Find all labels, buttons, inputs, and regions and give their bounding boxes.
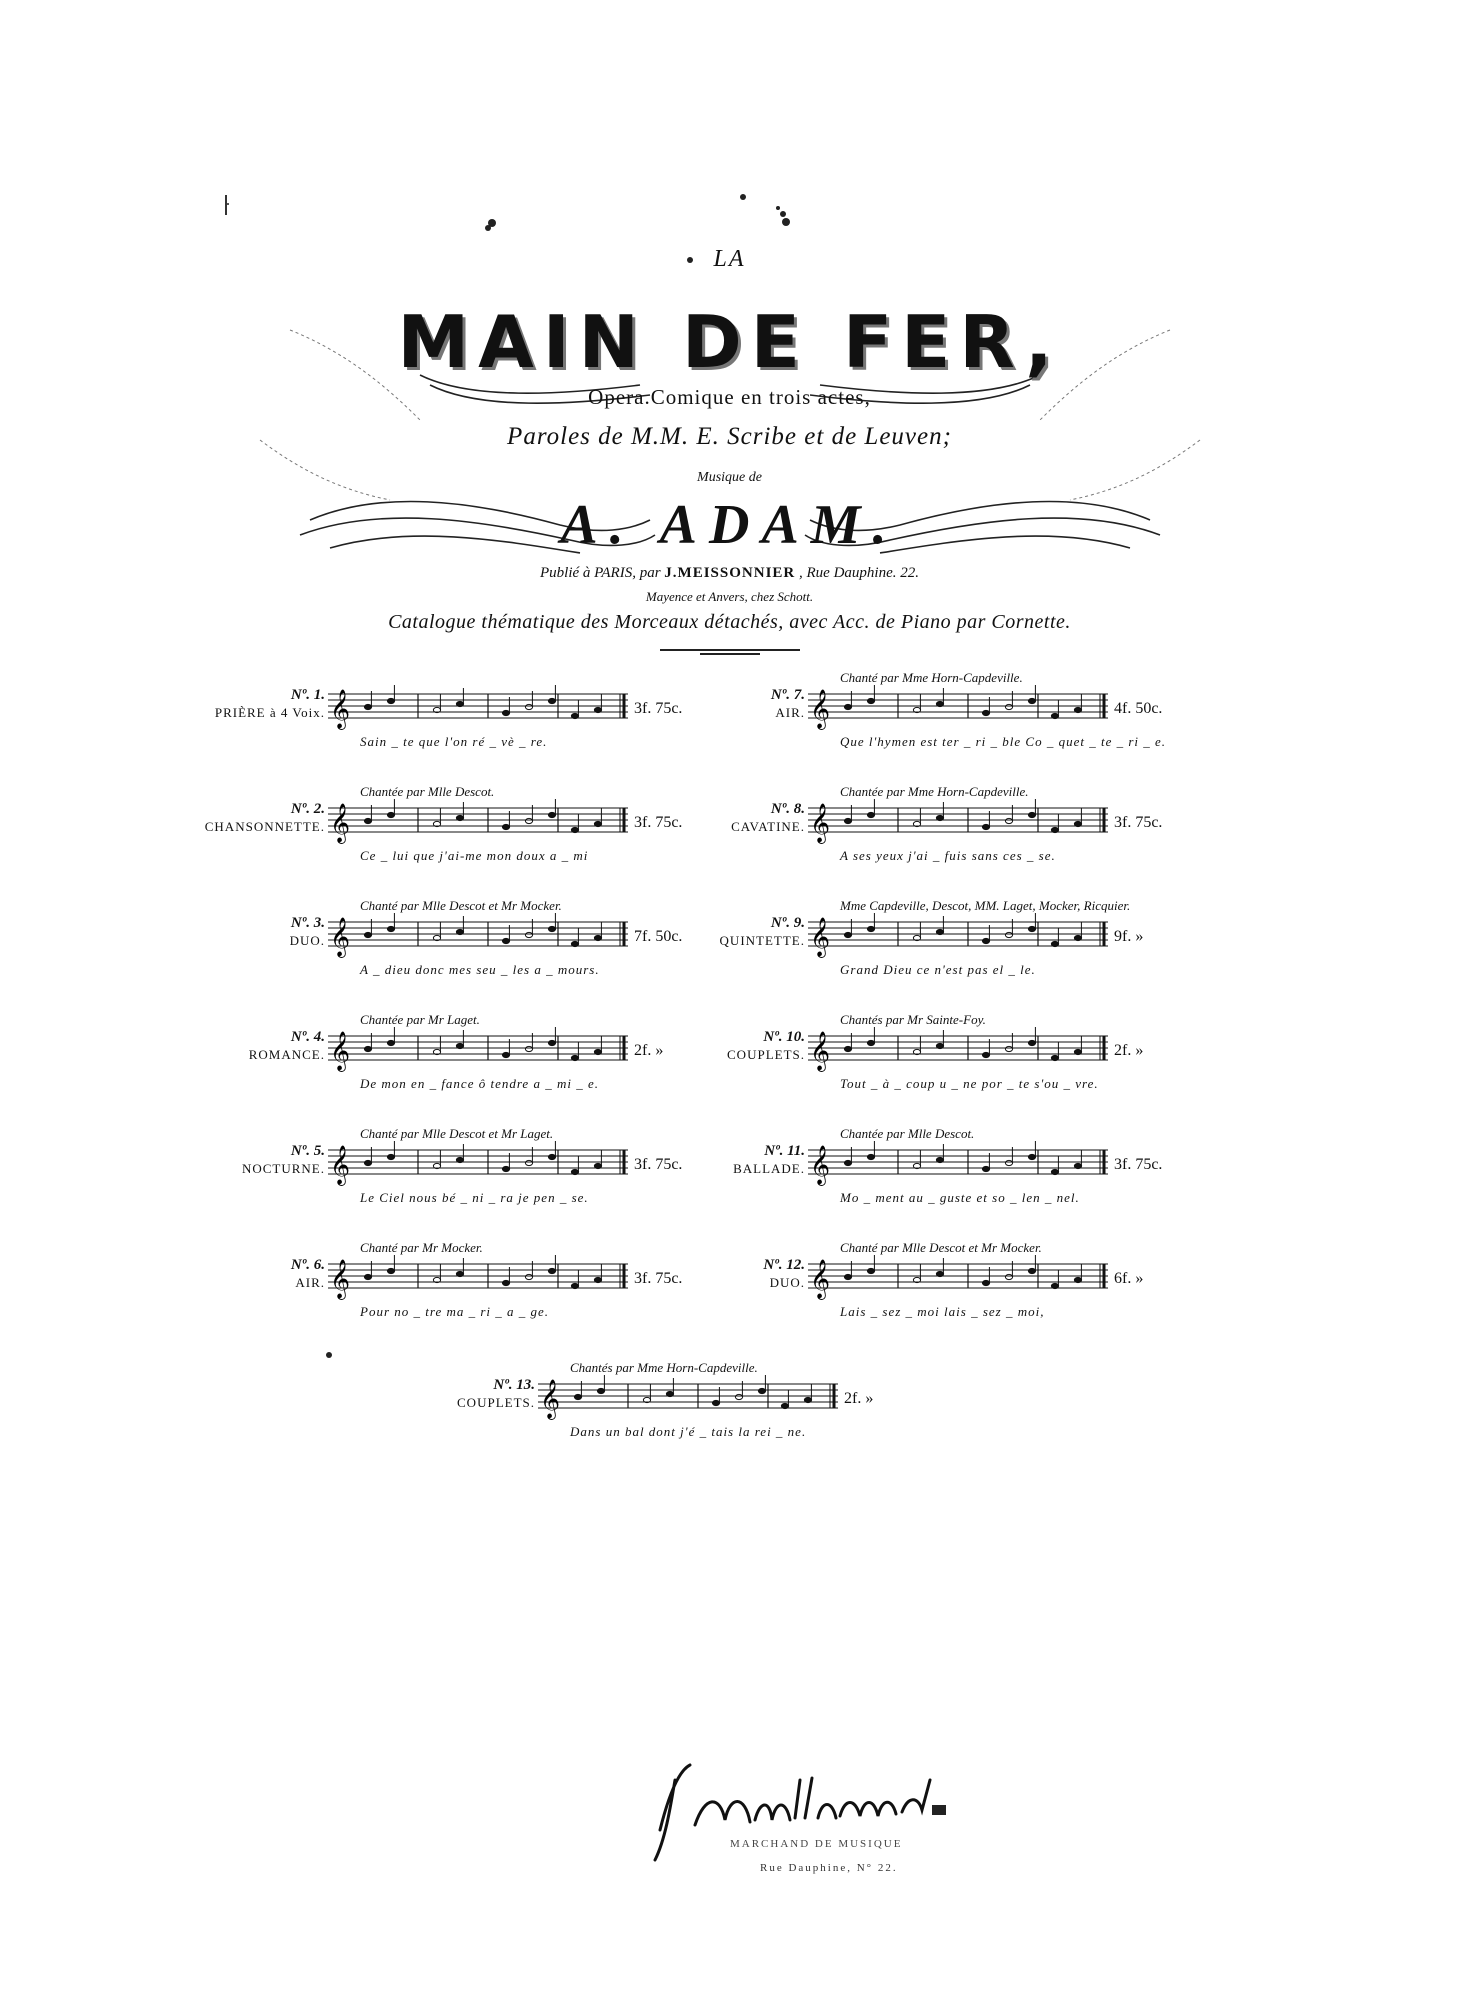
entry-lyrics: A ses yeux j'ai _ fuis sans ces _ se. xyxy=(840,848,1056,863)
note-head xyxy=(735,1394,742,1399)
entry-number: Nº. 13. xyxy=(493,1377,535,1393)
note-head xyxy=(844,1160,851,1165)
note-head xyxy=(1074,1049,1081,1054)
note-head xyxy=(594,821,601,826)
note-head xyxy=(982,1166,989,1171)
title-article: LA xyxy=(713,246,746,272)
note-head xyxy=(387,1268,394,1273)
catalogue-entry xyxy=(680,1128,1380,1238)
entry-singers: Chanté par Mlle Descot et Mr Laget. xyxy=(360,1126,554,1141)
note-head xyxy=(1005,1046,1012,1051)
entry-genre: AIR. xyxy=(775,705,805,720)
entry-label xyxy=(680,800,805,836)
entry-singers: Chantée par Mr Laget. xyxy=(360,1012,480,1027)
entry-price: 6f. » xyxy=(1114,1270,1144,1287)
catalogue-entry xyxy=(680,786,1380,896)
composer: A. ADAM. xyxy=(560,494,899,556)
music-incipit-staff xyxy=(808,798,1108,844)
note-head xyxy=(548,1268,555,1273)
entry-price: 3f. 75c. xyxy=(634,1156,683,1173)
note-head xyxy=(574,1394,581,1399)
entry-genre: CHANSONNETTE. xyxy=(204,819,325,834)
note-head xyxy=(364,932,371,937)
music-incipit-staff xyxy=(808,1140,1108,1186)
page-title: MAIN DE FER, xyxy=(397,300,1062,384)
entry-number: Nº. 10. xyxy=(763,1029,805,1045)
treble-clef-icon: 𝄞 xyxy=(810,1145,831,1185)
entry-number: Nº. 12. xyxy=(763,1257,805,1273)
entry-lyrics: Mo _ ment au _ guste et so _ len _ nel. xyxy=(840,1190,1080,1205)
note-head xyxy=(1028,926,1035,931)
note-head xyxy=(982,1052,989,1057)
note-head xyxy=(525,704,532,709)
treble-clef-icon: 𝄞 xyxy=(810,1259,831,1299)
publisher-address: , Rue Dauphine. 22. xyxy=(799,565,919,581)
note-head xyxy=(594,935,601,940)
note-head xyxy=(1028,812,1035,817)
note-head xyxy=(1028,1154,1035,1159)
catalogue-entry xyxy=(680,1014,1380,1124)
entry-number: Nº. 2. xyxy=(290,801,325,817)
note-head xyxy=(1051,1169,1058,1174)
entry-number: Nº. 5. xyxy=(290,1143,325,1159)
note-head xyxy=(387,812,394,817)
note-head xyxy=(502,710,509,715)
note-head xyxy=(1051,827,1058,832)
note-head xyxy=(525,1160,532,1165)
entry-label xyxy=(680,1256,805,1292)
catalogue-heading: Catalogue thématique des Morceaux détachés, avec Acc. de Piano par Cornette. xyxy=(388,611,1071,633)
treble-clef-icon: 𝄞 xyxy=(330,1259,351,1299)
note-head xyxy=(387,1040,394,1045)
note-head xyxy=(502,1280,509,1285)
note-head xyxy=(594,1277,601,1282)
note-head xyxy=(548,812,555,817)
note-head xyxy=(597,1388,604,1393)
note-head xyxy=(456,815,463,820)
entry-price: 3f. 75c. xyxy=(1114,1156,1163,1173)
note-head xyxy=(1005,932,1012,937)
note-head xyxy=(364,818,371,823)
entry-price: 3f. 75c. xyxy=(634,814,683,831)
note-head xyxy=(571,941,578,946)
note-head xyxy=(594,707,601,712)
note-head xyxy=(1005,1160,1012,1165)
treble-clef-icon: 𝄞 xyxy=(810,803,831,843)
note-head xyxy=(936,815,943,820)
note-head xyxy=(456,929,463,934)
entry-singers: Chanté par Mlle Descot et Mr Mocker. xyxy=(360,898,562,913)
note-head xyxy=(1028,698,1035,703)
note-head xyxy=(525,932,532,937)
note-head xyxy=(387,1154,394,1159)
note-head xyxy=(456,1043,463,1048)
note-head xyxy=(936,929,943,934)
note-head xyxy=(387,926,394,931)
entry-label xyxy=(200,1256,325,1292)
note-head xyxy=(867,1268,874,1273)
treble-clef-icon: 𝄞 xyxy=(810,689,831,729)
entry-label xyxy=(200,914,325,950)
note-head xyxy=(936,1043,943,1048)
note-head xyxy=(867,812,874,817)
entry-label xyxy=(200,686,325,722)
music-incipit-staff xyxy=(808,1254,1108,1300)
entry-price: 3f. 75c. xyxy=(634,1270,683,1287)
entry-label xyxy=(680,914,805,950)
entry-genre: NOCTURNE. xyxy=(241,1161,325,1176)
note-head xyxy=(844,932,851,937)
note-head xyxy=(387,698,394,703)
note-head xyxy=(844,1274,851,1279)
entry-singers: Chantée par Mme Horn-Capdeville. xyxy=(840,784,1029,799)
entry-price: 2f. » xyxy=(1114,1042,1144,1059)
note-head xyxy=(1051,941,1058,946)
entry-lyrics: Lais _ sez _ moi lais _ sez _ moi, xyxy=(840,1304,1045,1319)
librettists: Paroles de M.M. E. Scribe et de Leuven; xyxy=(507,423,952,450)
note-head xyxy=(571,827,578,832)
music-incipit-staff xyxy=(328,798,628,844)
entry-genre: BALLADE. xyxy=(733,1161,805,1176)
note-head xyxy=(844,1046,851,1051)
entry-lyrics: Tout _ à _ coup u _ ne por _ te s'ou _ vre. xyxy=(840,1076,1099,1091)
note-head xyxy=(982,938,989,943)
note-head xyxy=(548,698,555,703)
entry-label xyxy=(200,1142,325,1178)
entry-genre: QUINTETTE. xyxy=(719,933,805,948)
note-head xyxy=(594,1049,601,1054)
note-head xyxy=(571,1055,578,1060)
entry-lyrics: Pour no _ tre ma _ ri _ a _ ge. xyxy=(360,1304,550,1319)
catalogue-entry xyxy=(680,900,1380,1010)
entry-label xyxy=(680,686,805,722)
note-head xyxy=(364,1046,371,1051)
publisher-line xyxy=(0,565,1459,582)
treble-clef-icon: 𝄞 xyxy=(330,917,351,957)
music-incipit-staff xyxy=(328,684,628,730)
publisher-name: J.MEISSONNIER xyxy=(664,565,796,581)
entry-label xyxy=(410,1376,535,1412)
entry-singers: Chantée par Mlle Descot. xyxy=(360,784,495,799)
treble-clef-icon: 𝄞 xyxy=(540,1379,561,1419)
entry-lyrics: De mon en _ fance ô tendre a _ mi _ e. xyxy=(360,1076,599,1091)
note-head xyxy=(502,1166,509,1171)
entry-lyrics: Le Ciel nous bé _ ni _ ra je pen _ se. xyxy=(360,1190,589,1205)
note-head xyxy=(1051,1283,1058,1288)
note-head xyxy=(525,1046,532,1051)
note-head xyxy=(571,1169,578,1174)
entry-price: 3f. 75c. xyxy=(1114,814,1163,831)
publisher-prefix: Publié à PARIS, par xyxy=(540,565,661,581)
entry-genre: CAVATINE. xyxy=(731,819,805,834)
note-head xyxy=(548,1154,555,1159)
music-by-label: Musique de xyxy=(697,470,762,485)
note-head xyxy=(548,1040,555,1045)
catalogue-entry xyxy=(680,1242,1380,1352)
entry-number: Nº. 4. xyxy=(290,1029,325,1045)
note-head xyxy=(844,818,851,823)
entry-price: 2f. » xyxy=(634,1042,664,1059)
music-incipit-staff xyxy=(328,1026,628,1072)
entry-price: 9f. » xyxy=(1114,928,1144,945)
note-head xyxy=(867,698,874,703)
note-head xyxy=(1074,1163,1081,1168)
note-head xyxy=(1074,1277,1081,1282)
note-head xyxy=(502,938,509,943)
entry-price: 4f. 50c. xyxy=(1114,700,1163,717)
note-head xyxy=(525,818,532,823)
note-head xyxy=(712,1400,719,1405)
entry-lyrics: Que l'hymen est ter _ ri _ ble Co _ quet _ te _ ri _ e. xyxy=(840,734,1167,749)
note-head xyxy=(1074,707,1081,712)
note-head xyxy=(364,704,371,709)
note-head xyxy=(1074,821,1081,826)
note-head xyxy=(1051,1055,1058,1060)
entry-singers: Chanté par Mr Mocker. xyxy=(360,1240,483,1255)
treble-clef-icon: 𝄞 xyxy=(330,689,351,729)
note-head xyxy=(804,1397,811,1402)
entry-label xyxy=(200,1028,325,1064)
entry-lyrics: Sain _ te que l'on ré _ vè _ re. xyxy=(360,734,548,749)
note-head xyxy=(502,824,509,829)
entry-singers: Chantés par Mme Horn-Capdeville. xyxy=(570,1360,758,1375)
treble-clef-icon: 𝄞 xyxy=(810,1031,831,1071)
note-head xyxy=(1005,818,1012,823)
music-incipit-staff xyxy=(808,684,1108,730)
entry-genre: ROMANCE. xyxy=(248,1047,325,1062)
entry-price: 7f. 50c. xyxy=(634,928,683,945)
catalogue-entry xyxy=(410,1362,1110,1472)
note-head xyxy=(936,1157,943,1162)
entry-genre: COUPLETS. xyxy=(727,1047,805,1062)
note-head xyxy=(758,1388,765,1393)
note-head xyxy=(1074,935,1081,940)
note-head xyxy=(867,1154,874,1159)
branch-line: Mayence et Anvers, chez Schott. xyxy=(645,589,814,604)
entry-lyrics: Ce _ lui que j'ai-me mon doux a _ mi xyxy=(360,848,589,863)
entry-number: Nº. 1. xyxy=(290,687,325,703)
entry-singers: Chantée par Mlle Descot. xyxy=(840,1126,975,1141)
entry-genre: PRIÈRE à 4 Voix. xyxy=(214,705,325,720)
entry-price: 2f. » xyxy=(844,1390,874,1407)
treble-clef-icon: 𝄞 xyxy=(330,1145,351,1185)
signature-stamp-line2: Rue Dauphine, N° 22. xyxy=(760,1862,898,1874)
entry-lyrics: Grand Dieu ce n'est pas el _ le. xyxy=(840,962,1036,977)
signature-stamp-line1: MARCHAND DE MUSIQUE xyxy=(730,1838,903,1850)
note-head xyxy=(867,1040,874,1045)
treble-clef-icon: 𝄞 xyxy=(330,803,351,843)
note-head xyxy=(571,713,578,718)
entry-label xyxy=(680,1142,805,1178)
entry-lyrics: A _ dieu donc mes seu _ les a _ mours. xyxy=(360,962,600,977)
entry-singers: Chanté par Mlle Descot et Mr Mocker. xyxy=(840,1240,1042,1255)
music-incipit-staff xyxy=(538,1374,838,1420)
note-head xyxy=(1051,713,1058,718)
entry-genre: DUO. xyxy=(289,933,325,948)
note-head xyxy=(364,1160,371,1165)
note-head xyxy=(571,1283,578,1288)
entry-number: Nº. 3. xyxy=(290,915,325,931)
music-incipit-staff xyxy=(808,1026,1108,1072)
note-head xyxy=(982,824,989,829)
note-head xyxy=(1028,1040,1035,1045)
entry-number: Nº. 6. xyxy=(290,1257,325,1273)
note-head xyxy=(502,1052,509,1057)
entry-genre: COUPLETS. xyxy=(457,1395,535,1410)
treble-clef-icon: 𝄞 xyxy=(810,917,831,957)
note-head xyxy=(456,1157,463,1162)
entry-number: Nº. 9. xyxy=(770,915,805,931)
note-head xyxy=(844,704,851,709)
publisher-signature xyxy=(640,1750,960,1880)
note-head xyxy=(1028,1268,1035,1273)
music-incipit-staff xyxy=(808,912,1108,958)
note-head xyxy=(594,1163,601,1168)
entry-singers: Chantés par Mr Sainte-Foy. xyxy=(840,1012,986,1027)
note-head xyxy=(936,1271,943,1276)
entry-label xyxy=(200,800,325,836)
entry-number: Nº. 8. xyxy=(770,801,805,817)
note-head xyxy=(1005,704,1012,709)
note-head xyxy=(456,701,463,706)
entry-label xyxy=(680,1028,805,1064)
note-head xyxy=(1005,1274,1012,1279)
music-incipit-staff xyxy=(328,1140,628,1186)
note-head xyxy=(364,1274,371,1279)
entry-singers: Mme Capdeville, Descot, MM. Laget, Mocker, Ricquier. xyxy=(840,898,1131,913)
treble-clef-icon: 𝄞 xyxy=(330,1031,351,1071)
note-head xyxy=(548,926,555,931)
entry-number: Nº. 7. xyxy=(770,687,805,703)
note-head xyxy=(666,1391,673,1396)
note-head xyxy=(456,1271,463,1276)
music-incipit-staff xyxy=(328,912,628,958)
subtitle: Opera.Comique en trois actes, xyxy=(588,385,871,409)
entry-number: Nº. 11. xyxy=(764,1143,805,1159)
note-head xyxy=(982,1280,989,1285)
entry-price: 3f. 75c. xyxy=(634,700,683,717)
entry-lyrics: Dans un bal dont j'é _ tais la rei _ ne. xyxy=(570,1424,807,1439)
note-head xyxy=(867,926,874,931)
note-head xyxy=(781,1403,788,1408)
note-head xyxy=(982,710,989,715)
note-head xyxy=(525,1274,532,1279)
note-head xyxy=(936,701,943,706)
catalogue-entry xyxy=(680,672,1380,782)
entry-singers: Chanté par Mme Horn-Capdeville. xyxy=(840,670,1023,685)
music-incipit-staff xyxy=(328,1254,628,1300)
entry-genre: DUO. xyxy=(769,1275,805,1290)
entry-genre: AIR. xyxy=(295,1275,325,1290)
